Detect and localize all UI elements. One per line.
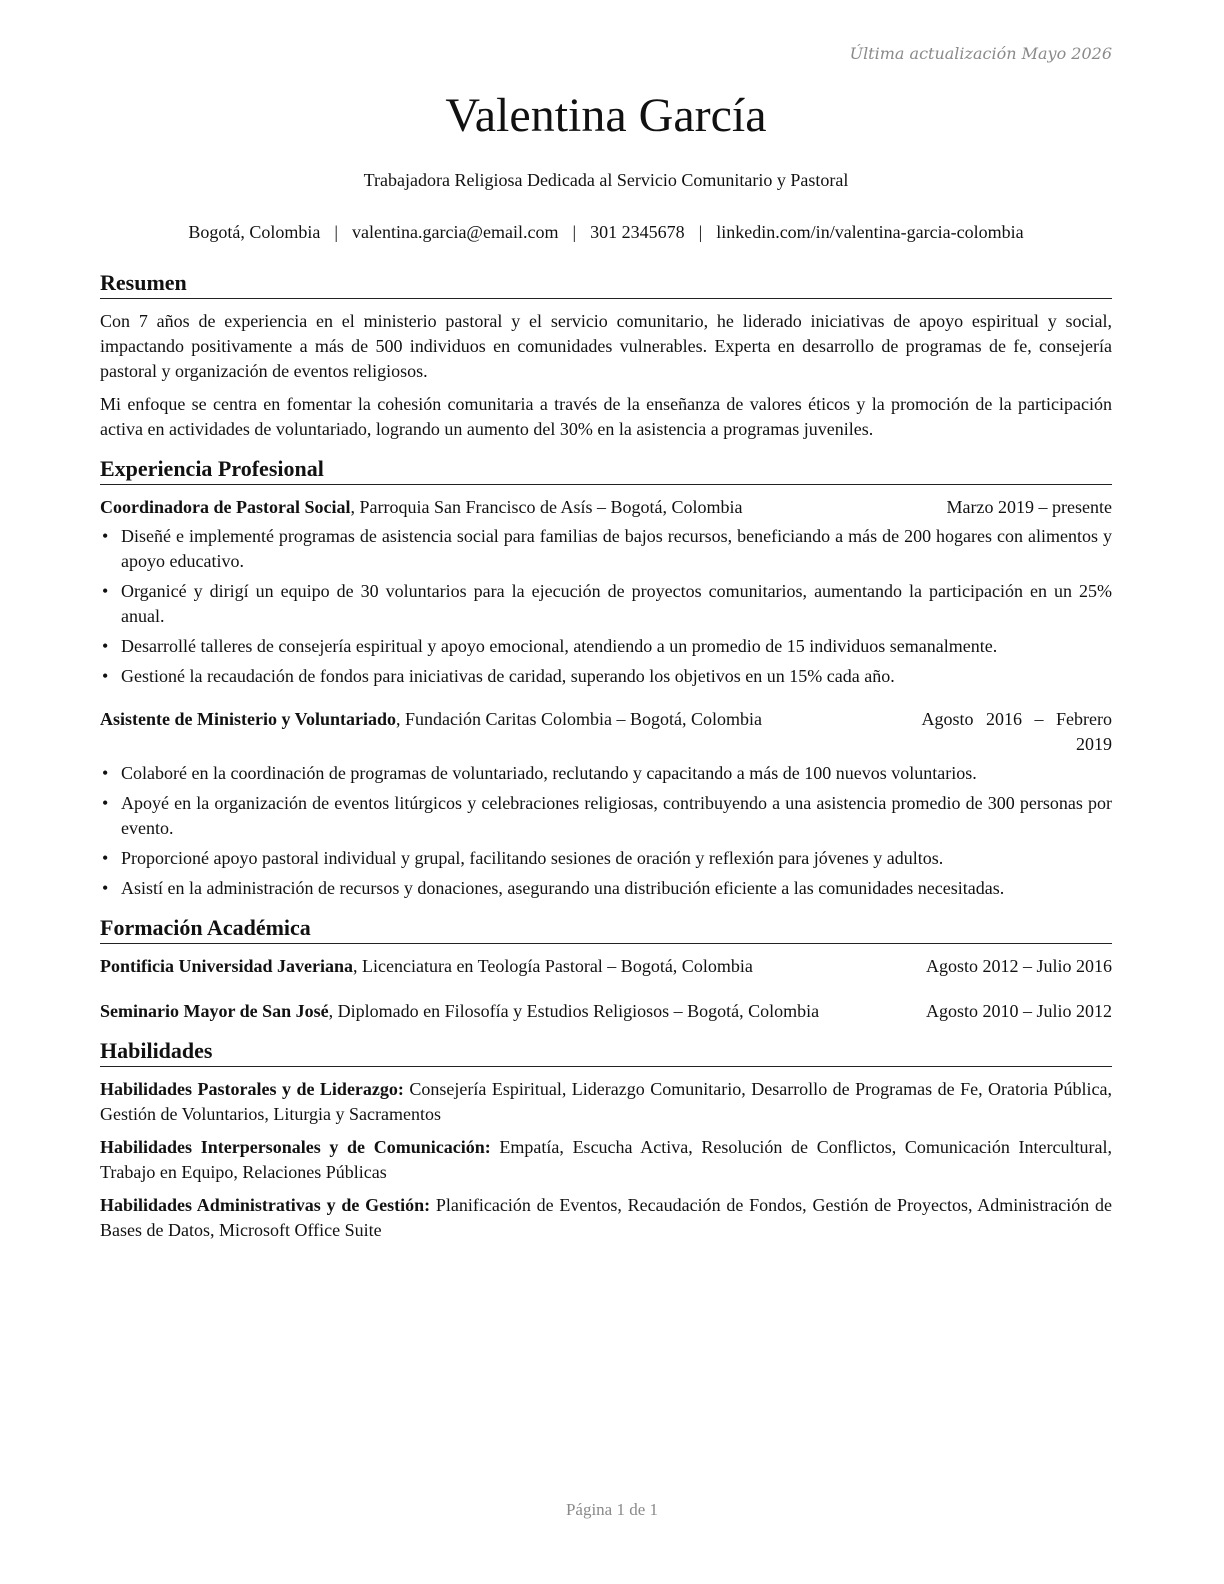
skill-group xyxy=(100,1077,1112,1127)
list-item: • Apoyé en la organización de eventos litúrgicos y celebraciones religiosas, contribuyendo a una asistencia promedio de 300 personas por evento. xyxy=(100,791,1112,841)
contact-email[interactable]: valentina.garcia@email.com xyxy=(352,222,559,242)
job-org: , Fundación Caritas Colombia – Bogotá, Colombia xyxy=(396,709,762,729)
education-entry xyxy=(100,954,1112,979)
skill-label: Habilidades Pastorales y de Liderazgo: xyxy=(100,1079,404,1099)
education-dates: Agosto 2010 – Julio 2012 xyxy=(925,1001,1112,1021)
resume-body xyxy=(100,268,1112,1255)
summary-paragraph: Mi enfoque se centra en fomentar la cohesión comunitaria a través de la enseñanza de valores éticos y la promoción de la participación activa en actividades de voluntariado, logrando un aumento del 30% en la asistencia a programas juveniles. xyxy=(100,394,1112,439)
education-entry xyxy=(100,999,1112,1024)
job-entry xyxy=(100,707,1112,901)
skill-items: Consejería Espiritual, Liderazgo Comunitario, Desarrollo de Programas de Fe, Oratoria Pública, Gestión de Voluntarios, Liturgia y Sacramentos xyxy=(100,1079,1112,1124)
job-dates: Agosto 2016 – Febrero 2019 xyxy=(921,709,1112,754)
list-item: • Organicé y dirigí un equipo de 30 voluntarios para la ejecución de proyectos comunitarios, aumentando la participación en un 25% anual. xyxy=(100,579,1112,629)
section-title-summary: Resumen xyxy=(100,268,1112,299)
section-title-skills: Habilidades xyxy=(100,1036,1112,1067)
job-header xyxy=(100,495,1112,520)
page-number: Página 1 de 1 xyxy=(565,1500,659,1519)
education-detail: , Licenciatura en Teología Pastoral – Bogotá, Colombia xyxy=(353,956,753,976)
education-section xyxy=(100,913,1112,1024)
list-item: • Asistí en la administración de recursos y donaciones, asegurando una distribución eficiente a las comunidades necesitadas. xyxy=(100,876,1112,901)
summary-section xyxy=(100,268,1112,442)
candidate-name: Valentina García xyxy=(445,89,767,142)
job-bullets xyxy=(100,524,1112,689)
skill-group xyxy=(100,1193,1112,1243)
list-item: • Diseñé e implementé programas de asistencia social para familias de bajos recursos, beneficiando a más de 200 hogares con alimentos y apoyo educativo. xyxy=(100,524,1112,574)
skill-label: Habilidades Interpersonales y de Comunicación: xyxy=(100,1137,491,1157)
contact-line xyxy=(100,220,1112,244)
contact-location: Bogotá, Colombia xyxy=(188,222,321,242)
contact-separator: | xyxy=(334,222,338,242)
job-bullets xyxy=(100,761,1112,901)
job-entry xyxy=(100,495,1112,689)
section-title-experience: Experiencia Profesional xyxy=(100,454,1112,485)
contact-separator: | xyxy=(698,222,703,242)
education-institution: Pontificia Universidad Javeriana xyxy=(100,956,353,976)
job-dates: Marzo 2019 – presente xyxy=(946,497,1112,517)
skill-group xyxy=(100,1135,1112,1185)
contact-phone[interactable]: 301 2345678 xyxy=(590,222,685,242)
education-detail: , Diplomado en Filosofía y Estudios Religiosos – Bogotá, Colombia xyxy=(328,1001,820,1021)
list-item: • Proporcioné apoyo pastoral individual y grupal, facilitando sesiones de oración y reflexión para jóvenes y adultos. xyxy=(100,846,1112,871)
contact-linkedin[interactable]: linkedin.com/in/valentina-garcia-colombia xyxy=(716,222,1024,242)
education-dates: Agosto 2012 – Julio 2016 xyxy=(925,956,1112,976)
section-title-education: Formación Académica xyxy=(100,913,1112,944)
summary-paragraph: Con 7 años de experiencia en el ministerio pastoral y el servicio comunitario, he liderado iniciativas de apoyo espiritual y social, impactando positivamente a más de 500 individuos en comunidades vulnerables. Experta en desarrollo de programas de fe, consejería pastoral y organización de eventos religiosos. xyxy=(100,311,1112,381)
experience-section xyxy=(100,454,1112,901)
skill-items: Planificación de Eventos, Recaudación de Fondos, Gestión de Proyectos, Administración de Bases de Datos, Microsoft Office Suite xyxy=(100,1195,1112,1240)
last-updated: Última actualización Mayo 2026 xyxy=(849,44,1112,63)
skills-section xyxy=(100,1036,1112,1243)
job-header xyxy=(100,707,1112,757)
candidate-tagline: Trabajadora Religiosa Dedicada al Servicio Comunitario y Pastoral xyxy=(363,170,849,190)
list-item: • Gestioné la recaudación de fondos para iniciativas de caridad, superando los objetivos en un 15% cada año. xyxy=(100,664,1112,689)
list-item: • Colaboré en la coordinación de programas de voluntariado, reclutando y capacitando a más de 100 nuevos voluntarios. xyxy=(100,761,1112,786)
list-item: • Desarrollé talleres de consejería espiritual y apoyo emocional, atendiendo a un promedio de 15 individuos semanalmente. xyxy=(100,634,1112,659)
contact-separator: | xyxy=(572,222,577,242)
job-role: Asistente de Ministerio y Voluntariado xyxy=(100,709,397,729)
skill-label: Habilidades Administrativas y de Gestión: xyxy=(100,1195,431,1215)
job-org: , Parroquia San Francisco de Asís – Bogotá, Colombia xyxy=(350,497,743,517)
skill-items: Empatía, Escucha Activa, Resolución de Conflictos, Comunicación Intercultural, Trabajo en Equipo, Relaciones Públicas xyxy=(100,1137,1112,1182)
job-role: Coordinadora de Pastoral Social xyxy=(100,497,351,517)
education-institution: Seminario Mayor de San José xyxy=(100,1001,329,1021)
